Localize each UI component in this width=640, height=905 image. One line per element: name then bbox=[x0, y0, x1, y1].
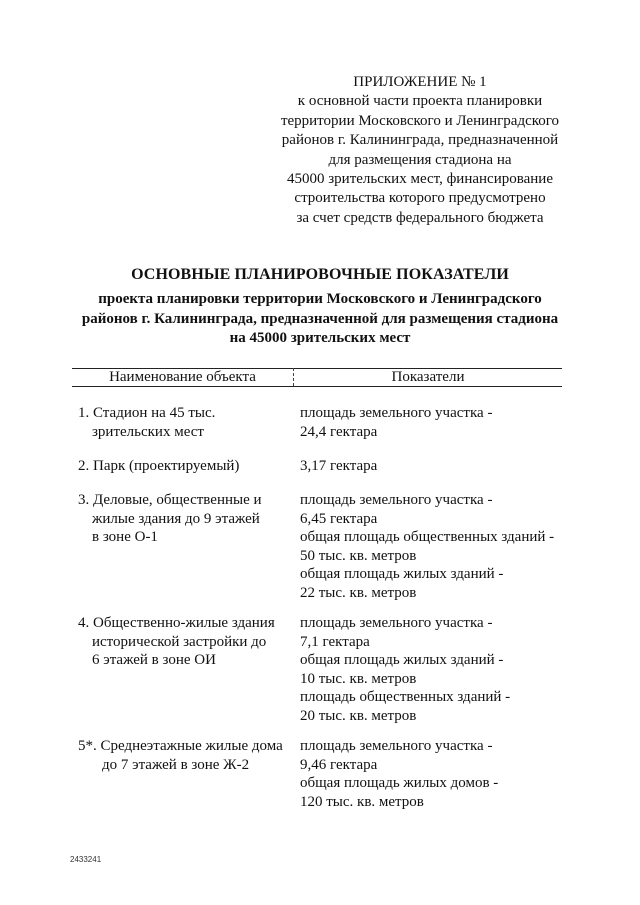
table-row-2-name: 2. Парк (проектируемый) bbox=[78, 458, 240, 474]
table-header-values: Показатели bbox=[391, 369, 465, 385]
document-code: 2433241 bbox=[70, 855, 102, 864]
table-row-1-name: 1. Стадион на 45 тыс. зрительских мест bbox=[78, 405, 216, 440]
appendix-header bbox=[255, 73, 585, 228]
table-header-rule bbox=[72, 386, 562, 387]
table-row-2-values: 3,17 гектара bbox=[300, 458, 378, 474]
table-row-4-values: площадь земельного участка - 7,1 гектара общая площадь жилых зданий - 10 тыс. кв. метров площадь общественных зданий - 20 тыс. кв. метров bbox=[300, 615, 511, 724]
appendix-line: для размещения стадиона на bbox=[328, 151, 512, 168]
appendix-line: строительства которого предусмотрено bbox=[294, 190, 546, 207]
appendix-line: к основной части проекта планировки bbox=[297, 93, 543, 110]
document-title: ОСНОВНЫЕ ПЛАНИРОВОЧНЫЕ ПОКАЗАТЕЛИ bbox=[131, 266, 509, 283]
subtitle-line: на 45000 зрительских мест bbox=[229, 330, 411, 346]
appendix-line: районов г. Калининграда, предназначенной bbox=[281, 132, 559, 149]
table-row-3-name: 3. Деловые, общественные и жилые здания до 9 этажей в зоне О-1 bbox=[78, 492, 262, 545]
subtitle-line: проекта планировки территории Московского и Ленинградского bbox=[98, 291, 542, 307]
table-row-5-values: площадь земельного участка - 9,46 гектара общая площадь жилых домов - 120 тыс. кв. метров bbox=[300, 738, 499, 810]
appendix-line: 45000 зрительских мест, финансирование bbox=[287, 171, 553, 188]
appendix-line: территории Московского и Ленинградского bbox=[280, 112, 560, 129]
table-row-4-name: 4. Общественно-жилые здания исторической застройки до 6 этажей в зоне ОИ bbox=[78, 615, 275, 668]
appendix-line: ПРИЛОЖЕНИЕ № 1 bbox=[353, 74, 487, 90]
table-row-3-values: площадь земельного участка - 6,45 гектара общая площадь общественных зданий - 50 тыс. кв. метров общая площадь жилых зданий - 22 тыс. кв. метров bbox=[300, 492, 555, 601]
table-header-name: Наименование объекта bbox=[109, 369, 256, 385]
table-row-1-values: площадь земельного участка - 24,4 гектара bbox=[300, 405, 493, 440]
table-row-5-name: 5*. Среднеэтажные жилые дома до 7 этажей в зоне Ж-2 bbox=[78, 738, 283, 773]
subtitle-line: районов г. Калининграда, предназначенной для размещения стадиона bbox=[81, 310, 559, 327]
appendix-line: за счет средств федерального бюджета bbox=[296, 209, 544, 226]
document-subtitle bbox=[40, 290, 600, 349]
